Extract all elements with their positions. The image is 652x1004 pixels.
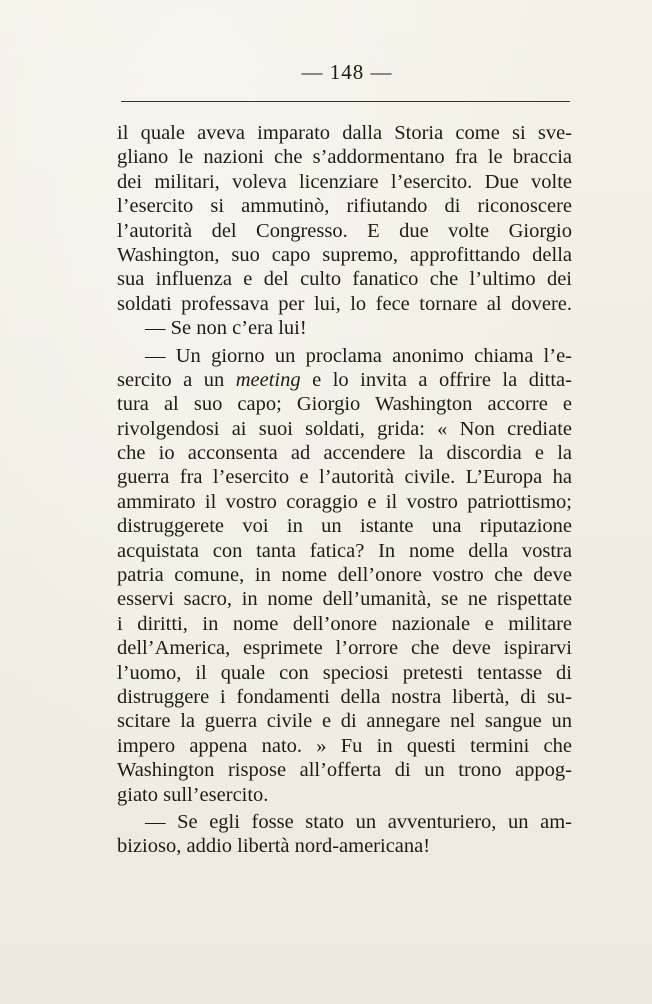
header-rule	[121, 101, 570, 102]
text-line: impero appena nato. » Fu in questi termini che	[117, 734, 572, 757]
text-line: che io acconsenta ad accendere la discordia e la	[117, 442, 572, 465]
text-line: l’esercito si ammutinò, rifiutando di riconoscere	[117, 195, 572, 218]
text-line: — Se non c’era lui!	[145, 317, 307, 340]
text-line: patria comune, in nome dell’onore vostro che deve	[117, 564, 572, 587]
text-line: esservi sacro, in nome dell’umanità, se ne rispettate	[117, 588, 572, 611]
text-line: acquistata con tanta fatica? In nome della vostra	[117, 539, 572, 562]
text-line: distruggerete voi in un istante una riputazione	[117, 515, 572, 538]
page-number: — 148 —	[301, 60, 393, 84]
meeting-after: e lo invita a offrire la ditta-	[300, 368, 572, 391]
text-line: rivolgendosi ai suoi soldati, grida: « Non crediate	[117, 417, 572, 440]
text-line: il quale aveva imparato dalla Storia come si sve-	[117, 122, 572, 144]
text-line: scitare la guerra civile e di annegare nel sangue un	[117, 710, 572, 733]
text-line: distruggere i fondamenti della nostra libertà, di su-	[117, 685, 572, 708]
text-line: sua influenza e del culto fanatico che l’ultimo dei	[117, 268, 572, 291]
text-line: l’autorità del Congresso. E due volte Giorgio	[117, 219, 572, 242]
text-line: Washington, suo capo supremo, approfittando della	[117, 243, 572, 266]
text-line: guerra fra l’esercito e l’autorità civile. L’Europa ha	[117, 466, 572, 489]
page-body	[117, 121, 572, 859]
text-line: dei militari, voleva licenziare l’esercito. Due volte	[117, 170, 572, 193]
text-line: ammirato il vostro coraggio e il vostro patriottismo;	[117, 490, 572, 513]
text-line: tura al suo capo; Giorgio Washington accorre e	[117, 393, 572, 416]
meeting-before: sercito a un	[117, 368, 236, 391]
text-line: — Se egli fosse stato un avventuriero, un am-	[145, 810, 572, 833]
text-line: l’uomo, il quale con speciosi pretesti tentasse di	[117, 661, 572, 684]
text-line: giato sull’esercito.	[117, 783, 269, 806]
text-line: i diritti, in nome dell’onore nazionale e militare	[117, 612, 572, 635]
text-line: bizioso, addio libertà nord-americana!	[117, 835, 431, 858]
text-line: Washington rispose all’offerta di un trono appog-	[117, 759, 572, 782]
text-line-meeting	[117, 368, 572, 392]
meeting-italic: meeting	[235, 368, 301, 391]
text-line: soldati professava per lui, lo fece tornare al dovere.	[117, 292, 572, 315]
text-line: dell’America, esprimete l’orrore che deve ispirarvi	[117, 637, 572, 660]
text-line: gliano le nazioni che s’addormentano fra le braccia	[117, 146, 572, 169]
text-line: — Un giorno un proclama anonimo chiama l’e-	[145, 344, 572, 367]
